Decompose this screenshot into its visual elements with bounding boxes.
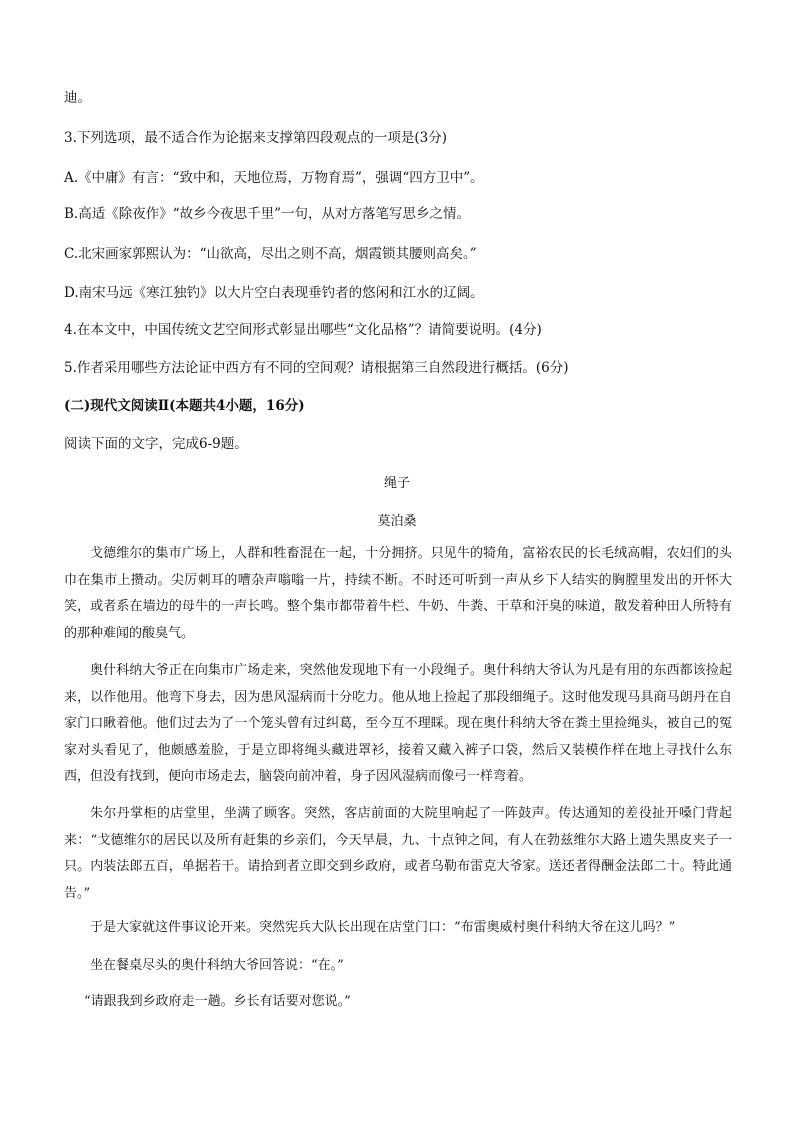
question-3: 3.下列选项，最不适合作为论据来支撑第四段观点的一项是(3分) xyxy=(64,130,448,146)
story-title: 绳子 xyxy=(383,476,410,491)
story-paragraph-5: 坐在餐桌尽头的奥什科纳大爷回答说：“在。” xyxy=(90,958,344,973)
story-paragraph-6: “请跟我到乡政府走一趟。乡长有话要对您说。” xyxy=(84,994,351,1009)
section-heading: (二)现代文阅读Ⅱ(本题共4小题，16分) xyxy=(64,398,305,414)
option-3a: A.《中庸》有言：“致中和，天地位焉，万物育焉”，强调“四方卫中”。 xyxy=(64,170,484,186)
instruction-text: 阅读下面的文字，完成6-9题。 xyxy=(64,436,248,452)
story-paragraph-1: 戈德维尔的集市广场上，人群和牲畜混在一起，十分拥挤。只见牛的犄角，富裕农民的长毛绒高帽，农妇们的头巾在集市上攒动。尖厉刺耳的嘈杂声嗡嗡一片，持续不断。不时还可听到一声从乡下人结实的胸膛里发出的开怀大笑，或者系在墙边的母牛的一声长鸣。整个集市都带着牛栏、牛奶、牛粪、干草和汗臭的味道，散发着种田人所特有的那种难闻的酸臭气。 xyxy=(64,546,732,641)
option-3c: C.北宋画家郭熙认为：“山欲高，尽出之则不高，烟霞锁其腰则高矣。” xyxy=(64,246,477,262)
story-paragraph-2: 奥什科纳大爷正在向集市广场走来，突然他发现地下有一小段绳子。奥什科纳大爷认为凡是有用的东西都该捡起来，以作他用。他弯下身去，因为患风湿病而十分吃力。他从地上捡起了那段细绳子。这时他发现马具商马朗丹在自家门口瞅着他。他们过去为了一个笼头曾有过纠葛，至今互不理睬。现在奥什科纳大爷在粪土里捡绳头，被自己的冤家对头看见了，他颇感羞脸，于是立即将绳头藏进罩衫，接着又藏入裤子口袋，然后又装模作样在地上寻找什么东西，但没有找到，便向市场走去，脑袋向前冲着，身子因风湿病而像弓一样弯着。 xyxy=(64,663,732,784)
story-author: 莫泊桑 xyxy=(377,514,417,529)
story-paragraph-3: 朱尔丹掌柜的店堂里，坐满了顾客。突然，客店前面的大院里响起了一阵鼓声。传达通知的差役扯开嗓门背起来：“戈德维尔的居民以及所有赶集的乡亲们，今天早晨，九、十点钟之间，有人在勃兹维尔大路上遗失黑皮夹子一只。内装法郎五百，单据若干。请拾到者立即交到乡政府，或者乌勒布雷克大爷家。送还者得酬金法郎二十。特此通告。” xyxy=(64,806,732,901)
text-line-continuation: 迪。 xyxy=(64,90,91,106)
option-3d: D.南宋马远《寒江独钓》以大片空白表现垂钓者的悠闲和江水的辽阔。 xyxy=(64,285,484,301)
story-paragraph-4: 于是大家就这件事议论开来。突然宪兵大队长出现在店堂门口：“布雷奥威村奥什科纳大爷在这儿吗？” xyxy=(90,920,676,935)
question-5: 5.作者采用哪些方法论证中西方有不同的空间观？请根据第三自然段进行概括。(6分) xyxy=(64,360,569,376)
option-3b: B.高适《除夜作》“故乡今夜思千里”一句，从对方落笔写思乡之情。 xyxy=(64,206,471,222)
question-4: 4.在本文中，中国传统文艺空间形式彰显出哪些“文化品格”？请简要说明。(4分) xyxy=(64,322,542,338)
